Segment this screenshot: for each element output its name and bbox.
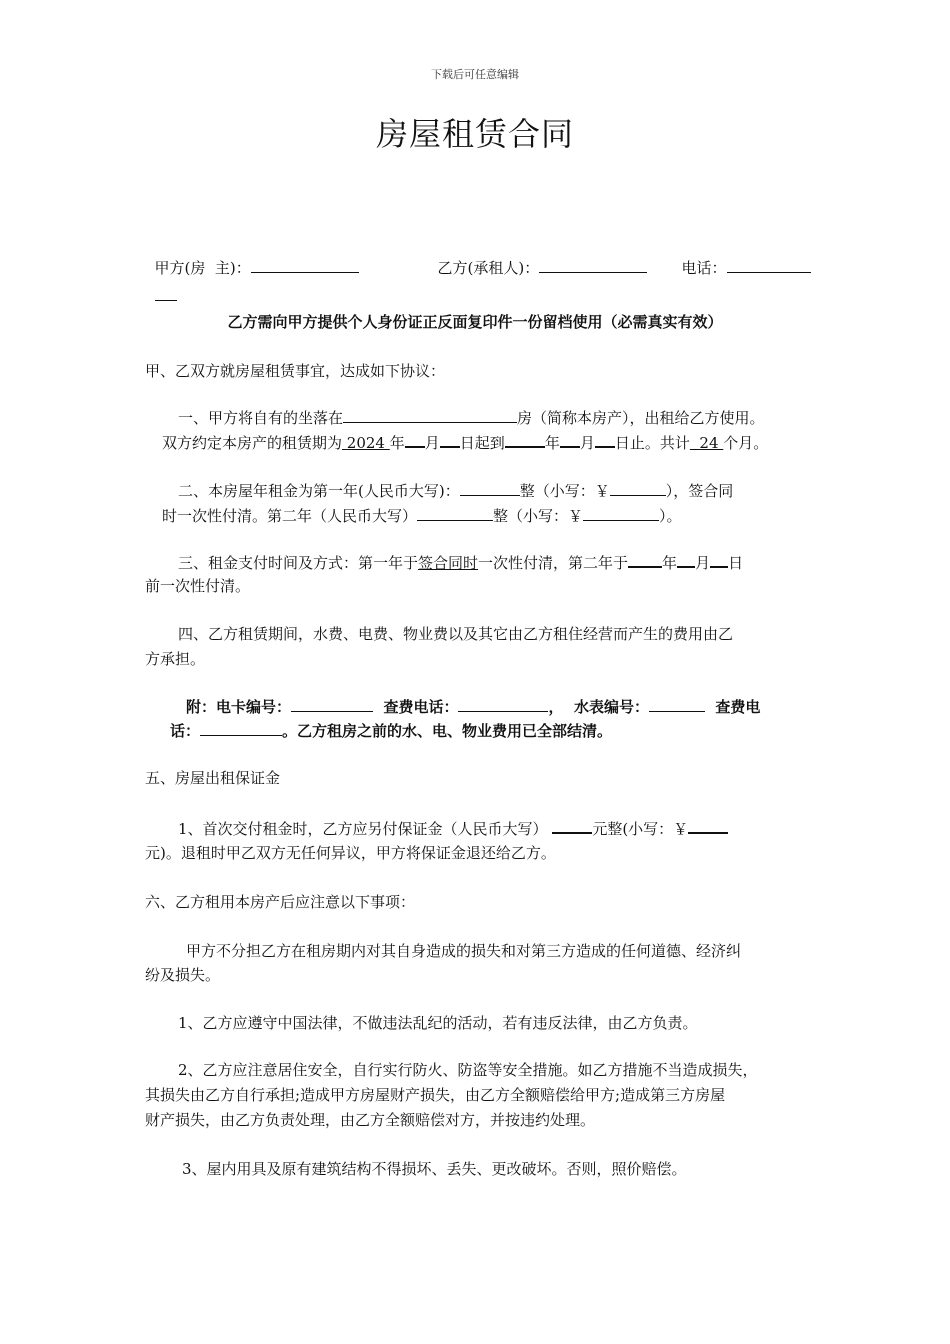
from-label: 日起到 bbox=[459, 434, 505, 452]
clause5-1-line2: 元)。退租时甲乙双方无任何异议，甲方将保证金退还给乙方。 bbox=[145, 844, 556, 862]
clause2-text-e: 整（小写：￥ bbox=[493, 507, 584, 525]
clause3-line1 bbox=[178, 552, 743, 573]
clause1-text-c: 双方约定本房产的租赁期为 bbox=[162, 434, 343, 452]
month-label: 月 bbox=[424, 434, 440, 452]
attach-text-d: 水表编号： bbox=[573, 698, 649, 716]
months-label: 个月。 bbox=[723, 434, 769, 452]
clause2-text-b: 整（小写：￥ bbox=[519, 482, 610, 500]
clause1-text-b: 房（简称本房产），出租给乙方使用。 bbox=[517, 409, 765, 427]
water-phone-blank[interactable] bbox=[200, 721, 282, 736]
attach-line1 bbox=[186, 697, 760, 717]
attach-line2 bbox=[170, 721, 612, 741]
phone-blank-cont[interactable] bbox=[155, 286, 177, 301]
phone-label: 电话： bbox=[681, 259, 727, 277]
clause3-line2: 前一次性付清。 bbox=[145, 577, 251, 595]
clause1-text-a: 一、甲方将自有的坐落在 bbox=[178, 409, 344, 427]
clause2-text-a: 二、本房屋年租金为第一年(人民币大写)： bbox=[178, 482, 460, 500]
pay-year-label: 年 bbox=[662, 554, 678, 572]
clause4-line2: 方承担。 bbox=[145, 650, 206, 668]
clause4-line1: 四、乙方租赁期间，水费、电费、物业费以及其它由乙方租住经营而产生的费用由乙 bbox=[178, 625, 734, 643]
landlord-line bbox=[145, 238, 359, 278]
phone-blank[interactable] bbox=[727, 258, 811, 273]
attach-text-c: ， bbox=[548, 698, 564, 716]
clause5-text-a: 1、首次交付租金时，乙方应另付保证金（人民币大写） bbox=[178, 820, 548, 838]
end-year-label: 年 bbox=[544, 434, 560, 452]
water-meter-blank[interactable] bbox=[649, 697, 705, 712]
end-month-label: 月 bbox=[579, 434, 595, 452]
total-label: 日止。共计 bbox=[614, 434, 690, 452]
pay-month-blank[interactable] bbox=[677, 552, 695, 568]
attach-text-f: 话： bbox=[170, 722, 201, 740]
tenant-line bbox=[428, 238, 647, 278]
clause3-text-b: 一次性付清，第二年于 bbox=[478, 554, 629, 572]
clause2-line2 bbox=[162, 506, 682, 526]
section5-title: 五、房屋出租保证金 bbox=[145, 769, 281, 787]
pay-month-label: 月 bbox=[695, 554, 711, 572]
end-month-blank[interactable] bbox=[560, 432, 580, 448]
intro-text: 甲、乙双方就房屋租赁事宜，达成如下协议： bbox=[145, 362, 446, 380]
clause6-3: 3、屋内用具及原有建筑结构不得损坏、丢失、更改破坏。否则，照价赔偿。 bbox=[182, 1160, 687, 1178]
end-year-blank[interactable] bbox=[505, 432, 545, 448]
clause5-1-line1 bbox=[178, 818, 728, 839]
location-blank[interactable] bbox=[343, 408, 517, 423]
year-label: 年 bbox=[389, 434, 405, 452]
elec-card-blank[interactable] bbox=[291, 697, 373, 712]
deposit-words-blank[interactable] bbox=[552, 818, 592, 834]
attach-text-g: 。乙方租房之前的水、电、物业费用已全部结清。 bbox=[282, 722, 613, 740]
clause2-text-d: 时一次性付清。第二年（人民币大写） bbox=[162, 507, 418, 525]
rent-year1-number-blank[interactable] bbox=[610, 481, 666, 496]
lease-months[interactable]: 24 bbox=[699, 434, 719, 452]
end-day-blank[interactable] bbox=[595, 432, 615, 448]
rent-year2-number-blank[interactable] bbox=[583, 506, 659, 521]
section6-title: 六、乙方租用本房产后应注意以下事项： bbox=[145, 893, 416, 911]
rent-year1-words-blank[interactable] bbox=[460, 481, 520, 496]
landlord-label: 甲方(房 主)： bbox=[154, 259, 251, 277]
clause6-2-line2: 其损失由乙方自行承担;造成甲方房屋财产损失，由乙方全额赔偿给甲方;造成第三方房屋 bbox=[145, 1086, 726, 1104]
clause1-line1 bbox=[178, 408, 765, 428]
clause6-1: 1、乙方应遵守中国法律，不做违法乱纪的活动，若有违反法律，由乙方负责。 bbox=[178, 1014, 698, 1032]
lease-start-year[interactable]: 2024 bbox=[346, 434, 385, 452]
deposit-number-blank[interactable] bbox=[688, 818, 728, 834]
page-title: 房屋租赁合同 bbox=[375, 115, 574, 153]
clause5-text-b: 元整(小写：￥ bbox=[592, 820, 689, 838]
clause6-intro-line2: 纷及损失。 bbox=[145, 966, 221, 984]
pay-day-blank[interactable] bbox=[710, 552, 728, 568]
clause2-text-c: ），签合同 bbox=[665, 482, 734, 500]
payment-timing: 签合同时 bbox=[418, 554, 479, 572]
phone-blank-wrap bbox=[145, 266, 177, 306]
tenant-label: 乙方(承租人)： bbox=[437, 259, 540, 277]
clause2-text-f: ）。 bbox=[659, 507, 682, 525]
elec-phone-blank[interactable] bbox=[458, 697, 548, 712]
clause6-intro-line1: 甲方不分担乙方在租房期内对其自身造成的损失和对第三方造成的任何道德、经济纠 bbox=[186, 942, 742, 960]
clause6-2-line1: 2、乙方应注意居住安全，自行实行防火、防盗等安全措施。如乙方措施不当造成损失， bbox=[178, 1061, 758, 1079]
attach-text-e: 查费电 bbox=[715, 698, 761, 716]
phone-line bbox=[672, 238, 811, 278]
start-month-blank[interactable] bbox=[405, 432, 425, 448]
clause3-text-a: 三、租金支付时间及方式：第一年于 bbox=[178, 554, 419, 572]
rent-year2-words-blank[interactable] bbox=[417, 506, 493, 521]
pay-year-blank[interactable] bbox=[628, 552, 662, 568]
start-day-blank[interactable] bbox=[440, 432, 460, 448]
id-notice: 乙方需向甲方提供个人身份证正反面复印件一份留档使用（必需真实有效） bbox=[227, 313, 723, 331]
attach-text-a: 附：电卡编号： bbox=[186, 698, 292, 716]
header-note: 下载后可任意编辑 bbox=[431, 68, 519, 81]
landlord-blank[interactable] bbox=[251, 258, 359, 273]
pay-day-label: 日 bbox=[728, 554, 744, 572]
tenant-blank[interactable] bbox=[539, 258, 647, 273]
clause2-line1 bbox=[178, 481, 733, 501]
attach-text-b: 查费电话： bbox=[383, 698, 459, 716]
clause1-line2 bbox=[162, 432, 768, 453]
clause6-2-line3: 财产损失，由乙方负责处理，由乙方全额赔偿对方，并按违约处理。 bbox=[145, 1111, 596, 1129]
